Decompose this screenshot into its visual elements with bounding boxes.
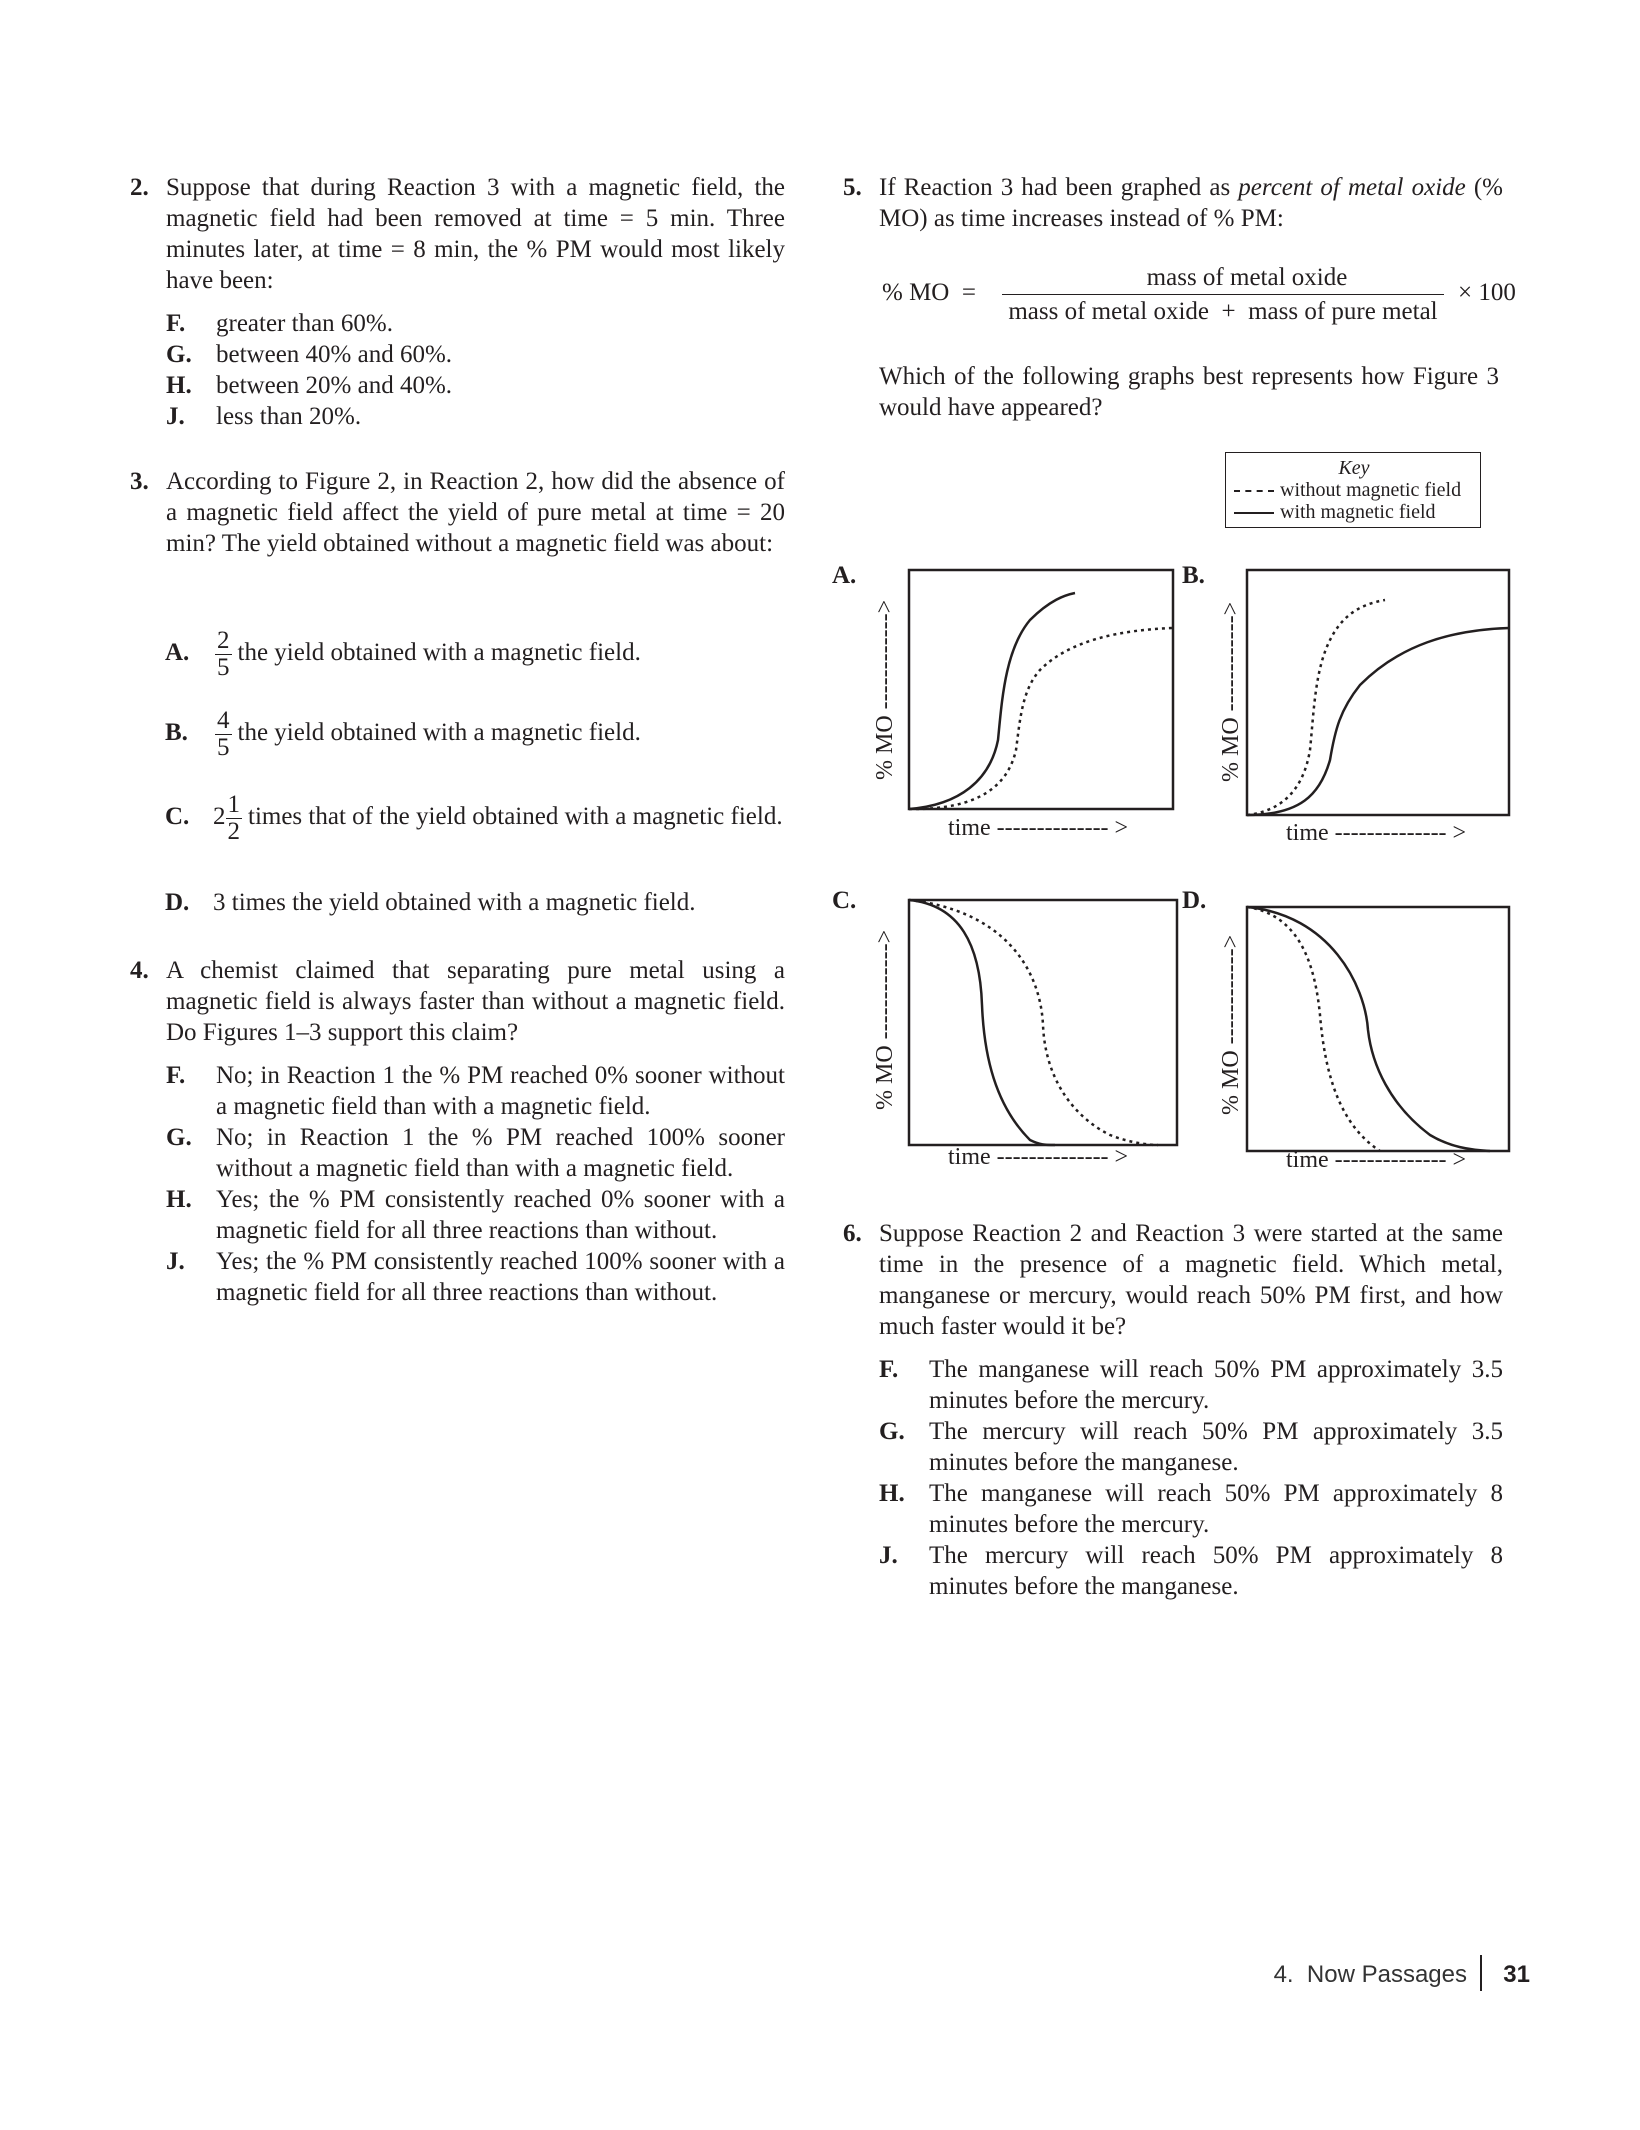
option-g[interactable]: G. No; in Reaction 1 the % PM reached 100% sooner without a magnetic field than with a magnetic field.	[166, 1124, 785, 1182]
question-3	[130, 466, 785, 559]
formula-numerator: mass of metal oxide	[1146, 264, 1348, 291]
option-j[interactable]: J. Yes; the % PM consistently reached 100% sooner with a magnetic field for all three reactions than without.	[166, 1248, 785, 1306]
legend-dashed: without magnetic field	[1234, 479, 1474, 501]
fraction: $\frac{2}{5}$	[217, 627, 230, 681]
option-h[interactable]: H. between 20% and 40%.	[166, 372, 453, 399]
fraction: $\frac{4}{5}$	[217, 707, 230, 761]
question-number: 4.	[130, 957, 149, 984]
options-list	[166, 308, 785, 432]
option-f[interactable]: F. No; in Reaction 1 the % PM reached 0% sooner without a magnetic field than with a magnetic field.	[166, 1062, 785, 1120]
options-list	[166, 1060, 785, 1308]
graph-a-plot	[830, 560, 1190, 850]
question-number: 5.	[843, 174, 862, 201]
question-2	[130, 172, 785, 432]
option-g[interactable]: G. The mercury will reach 50% PM approximately 3.5 minutes before the manganese.	[879, 1418, 1503, 1476]
option-j[interactable]: J. less than 20%.	[166, 403, 362, 430]
graph-c-plot	[830, 885, 1190, 1185]
question-stem: Suppose that during Reaction 3 with a magnetic field, the magnetic field had been removed at time = 5 min. Three minutes later, at time = 8 min, the % PM would most likely have been:	[166, 174, 785, 294]
formula	[882, 262, 1522, 332]
option-f[interactable]: F. greater than 60%.	[166, 310, 394, 337]
option-a[interactable]: A. $\frac{2}{5}$ the yield obtained with a magnetic field.	[165, 627, 641, 681]
question-stem: If Reaction 3 had been graphed as percent of metal oxide (% MO) as time increases instead of % PM:	[879, 174, 1503, 232]
option-c[interactable]: C. 2 $\frac{1}{2}$ times that of the yield obtained with a magnetic field.	[165, 791, 783, 845]
legend-solid: with magnetic field	[1234, 501, 1474, 523]
formula-lhs: % MO =	[882, 279, 976, 306]
graph-option-d[interactable]: D. % MO ------------> time -------------- >	[1180, 885, 1520, 1185]
question-stem: According to Figure 2, in Reaction 2, how did the absence of a magnetic field affect the yield of pure metal at time = 20 min? The yield obtained without a magnetic field was about:	[166, 468, 785, 557]
fraction: $\frac{1}{2}$	[227, 791, 240, 845]
page-footer	[1273, 1955, 1530, 1995]
question-4	[130, 955, 785, 1308]
option-b[interactable]: B. $\frac{4}{5}$ the yield obtained with a magnetic field.	[165, 707, 641, 761]
footer-section: 4. Now Passages	[1273, 1961, 1467, 1988]
question-number: 2.	[130, 174, 149, 201]
question-6	[843, 1218, 1503, 1602]
formula-denominator: mass of metal oxide + mass of pure metal	[1008, 298, 1438, 325]
graph-d-plot	[1180, 885, 1520, 1185]
footer-divider	[1480, 1955, 1482, 1991]
question-stem: Suppose Reaction 2 and Reaction 3 were started at the same time in the presence of a magnetic field. Which metal, manganese or mercury, would reach 50% PM first, and how much faster would it be?	[879, 1220, 1503, 1340]
graph-option-c[interactable]: C. % MO ------------> time -------------- >	[830, 885, 1190, 1185]
option-j[interactable]: J. The mercury will reach 50% PM approximately 8 minutes before the manganese.	[879, 1542, 1503, 1600]
graph-b-plot	[1180, 560, 1520, 850]
question-number: 3.	[130, 468, 149, 495]
option-h[interactable]: H. Yes; the % PM consistently reached 0% sooner with a magnetic field for all three reactions than without.	[166, 1186, 785, 1244]
page-number: 31	[1503, 1961, 1530, 1988]
option-d[interactable]: D. 3 times the yield obtained with a magnetic field.	[165, 889, 696, 916]
graph-option-a[interactable]: A. % MO ------------> time -------------- >	[830, 560, 1190, 850]
question-prompt: Which of the following graphs best represents how Figure 3 would have appeared?	[879, 363, 1499, 421]
formula-multiplier: × 100	[1458, 279, 1516, 306]
question-stem: A chemist claimed that separating pure metal using a magnetic field is always faster than without a magnetic field. Do Figures 1–3 support this claim?	[166, 957, 785, 1046]
fraction-bar	[1002, 294, 1444, 295]
question-5	[843, 172, 1503, 234]
legend-key: Key without magnetic field with magnetic field	[1225, 452, 1481, 528]
question-number: 6.	[843, 1220, 862, 1247]
options-list	[879, 1354, 1503, 1602]
option-g[interactable]: G. between 40% and 60%.	[166, 341, 453, 368]
graph-option-b[interactable]: B. % MO ------------> time -------------- >	[1180, 560, 1520, 850]
option-f[interactable]: F. The manganese will reach 50% PM approximately 3.5 minutes before the mercury.	[879, 1356, 1503, 1414]
option-h[interactable]: H. The manganese will reach 50% PM approximately 8 minutes before the mercury.	[879, 1480, 1503, 1538]
